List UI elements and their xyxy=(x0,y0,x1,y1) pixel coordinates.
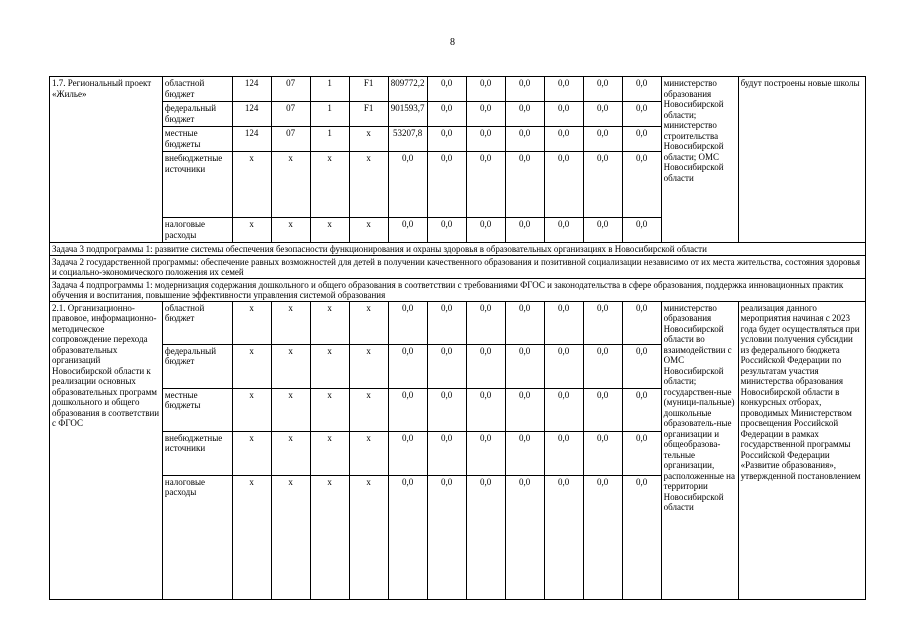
code-cell: х xyxy=(232,475,271,599)
value-cell: 0,0 xyxy=(544,77,583,102)
value-cell: 0,0 xyxy=(505,218,544,243)
code-cell: х xyxy=(271,344,310,388)
code-cell: х xyxy=(349,301,388,344)
funding-source: областной бюджет xyxy=(162,301,232,344)
value-cell: 0,0 xyxy=(544,431,583,475)
value-cell: 0,0 xyxy=(544,127,583,152)
value-cell: 0,0 xyxy=(622,431,661,475)
code-cell: х xyxy=(271,301,310,344)
code-cell: х xyxy=(349,388,388,431)
value-cell: 0,0 xyxy=(622,344,661,388)
task-heading: Задача 2 государственной программы: обеспечение равных возможностей для детей в получении качественного образования и позитивной социализации независимо от их места жительства, состояния здоровья и социально-экономического положения их семей xyxy=(50,255,866,278)
value-cell: 0,0 xyxy=(622,152,661,218)
event-name: 2.1. Организационно-правовое, информационно-методическое сопровождение перехода образовательных организаций Новосибирской области к реализации основных образовательных программ дошкольного и общего образования в соответствии с ФГОС xyxy=(50,301,163,599)
code-cell: х xyxy=(232,301,271,344)
code-cell: 124 xyxy=(232,77,271,102)
value-cell: 0,0 xyxy=(505,344,544,388)
code-cell: 07 xyxy=(271,102,310,127)
code-cell: х xyxy=(271,152,310,218)
value-cell: 0,0 xyxy=(622,102,661,127)
event-name: 1.7. Региональный проект «Жилье» xyxy=(50,77,163,243)
value-cell: 0,0 xyxy=(583,475,622,599)
task-row xyxy=(50,278,866,301)
value-cell: 0,0 xyxy=(544,344,583,388)
value-cell: 0,0 xyxy=(544,218,583,243)
value-cell: 0,0 xyxy=(544,301,583,344)
funding-source: федеральный бюджет xyxy=(162,102,232,127)
value-cell: 0,0 xyxy=(427,301,466,344)
funding-source: налоговые расходы xyxy=(162,475,232,599)
value-cell: 0,0 xyxy=(505,77,544,102)
value-cell: 0,0 xyxy=(427,102,466,127)
total-cell: 0,0 xyxy=(388,218,427,243)
value-cell: 0,0 xyxy=(583,127,622,152)
code-cell: 1 xyxy=(310,102,349,127)
code-cell: 07 xyxy=(271,127,310,152)
value-cell: 0,0 xyxy=(505,431,544,475)
value-cell: 0,0 xyxy=(427,388,466,431)
value-cell: 0,0 xyxy=(505,152,544,218)
value-cell: 0,0 xyxy=(622,127,661,152)
value-cell: 0,0 xyxy=(466,431,505,475)
code-cell: х xyxy=(310,344,349,388)
code-cell: х xyxy=(271,388,310,431)
total-cell: 901593,7 xyxy=(388,102,427,127)
code-cell: х xyxy=(310,475,349,599)
funding-source: местные бюджеты xyxy=(162,127,232,152)
value-cell: 0,0 xyxy=(427,344,466,388)
result-cell: реализация данного мероприятия начиная с 2023 года будет осуществляться при условии получения субсидии из федерального бюджета Российской Федерации по результатам участия министерства образования Новосибирской области в конкурсных отборах, проводимых Министерством просвещения Российской Федерации в рамках государственной программы Российской Федерации «Развитие образования», утвержденной постановлением xyxy=(738,301,865,599)
value-cell: 0,0 xyxy=(622,388,661,431)
executor-cell: министерство образования Новосибирской области во взаимодействии с ОМС Новосибирской области; государствен-ные (муници-пальные) дошкольные образователь-ные организации и общеобразова-тельные организации, расположенные на территории Новосибирской области xyxy=(661,301,738,599)
total-cell: 0,0 xyxy=(388,431,427,475)
code-cell: х xyxy=(349,218,388,243)
table-row xyxy=(50,301,866,344)
value-cell: 0,0 xyxy=(583,388,622,431)
code-cell: 07 xyxy=(271,77,310,102)
value-cell: 0,0 xyxy=(427,77,466,102)
code-cell: 1 xyxy=(310,77,349,102)
value-cell: 0,0 xyxy=(427,431,466,475)
value-cell: 0,0 xyxy=(544,388,583,431)
code-cell: х xyxy=(232,344,271,388)
value-cell: 0,0 xyxy=(427,152,466,218)
page-number: 8 xyxy=(450,37,455,48)
value-cell: 0,0 xyxy=(583,77,622,102)
value-cell: 0,0 xyxy=(544,475,583,599)
value-cell: 0,0 xyxy=(466,301,505,344)
code-cell: х xyxy=(232,218,271,243)
funding-source: внебюджетные источники xyxy=(162,152,232,218)
total-cell: 53207,8 xyxy=(388,127,427,152)
value-cell: 0,0 xyxy=(466,102,505,127)
code-cell: х xyxy=(349,431,388,475)
value-cell: 0,0 xyxy=(583,344,622,388)
program-table xyxy=(49,76,866,600)
total-cell: 0,0 xyxy=(388,301,427,344)
value-cell: 0,0 xyxy=(583,102,622,127)
code-cell: х xyxy=(310,152,349,218)
table-row xyxy=(50,77,866,102)
code-cell: х xyxy=(271,475,310,599)
code-cell: х xyxy=(349,475,388,599)
value-cell: 0,0 xyxy=(466,77,505,102)
value-cell: 0,0 xyxy=(427,127,466,152)
code-cell: F1 xyxy=(349,77,388,102)
value-cell: 0,0 xyxy=(583,152,622,218)
total-cell: 0,0 xyxy=(388,388,427,431)
code-cell: х xyxy=(271,218,310,243)
value-cell: 0,0 xyxy=(505,127,544,152)
value-cell: 0,0 xyxy=(427,475,466,599)
value-cell: 0,0 xyxy=(583,301,622,344)
value-cell: 0,0 xyxy=(466,218,505,243)
code-cell: 124 xyxy=(232,127,271,152)
result-cell: будут построены новые школы xyxy=(738,77,865,243)
code-cell: х xyxy=(310,388,349,431)
value-cell: 0,0 xyxy=(466,344,505,388)
code-cell: х xyxy=(232,152,271,218)
code-cell: х xyxy=(349,152,388,218)
funding-source: федеральный бюджет xyxy=(162,344,232,388)
value-cell: 0,0 xyxy=(622,475,661,599)
code-cell: х xyxy=(271,431,310,475)
code-cell: 1 xyxy=(310,127,349,152)
funding-source: местные бюджеты xyxy=(162,388,232,431)
code-cell: х xyxy=(349,127,388,152)
code-cell: F1 xyxy=(349,102,388,127)
value-cell: 0,0 xyxy=(544,152,583,218)
code-cell: 124 xyxy=(232,102,271,127)
value-cell: 0,0 xyxy=(583,431,622,475)
executor-cell: министерство образования Новосибирской области; министерство строительства Новосибирской области; ОМС Новосибирской области xyxy=(661,77,738,243)
code-cell: х xyxy=(310,301,349,344)
value-cell: 0,0 xyxy=(466,152,505,218)
funding-source: налоговые расходы xyxy=(162,218,232,243)
funding-source: внебюджетные источники xyxy=(162,431,232,475)
code-cell: х xyxy=(310,218,349,243)
total-cell: 0,0 xyxy=(388,152,427,218)
funding-source: областной бюджет xyxy=(162,77,232,102)
value-cell: 0,0 xyxy=(505,475,544,599)
total-cell: 809772,2 xyxy=(388,77,427,102)
task-heading: Задача 4 подпрограммы 1: модернизация содержания дошкольного и общего образования в соответствии с требованиями ФГОС и законодательства в сфере образования, поддержка инновационных практик обучения и воспитания, повышение эффективности управления системой образования xyxy=(50,278,866,301)
value-cell: 0,0 xyxy=(622,218,661,243)
total-cell: 0,0 xyxy=(388,344,427,388)
code-cell: х xyxy=(232,431,271,475)
value-cell: 0,0 xyxy=(583,218,622,243)
task-row xyxy=(50,255,866,278)
value-cell: 0,0 xyxy=(427,218,466,243)
value-cell: 0,0 xyxy=(466,127,505,152)
value-cell: 0,0 xyxy=(544,102,583,127)
code-cell: х xyxy=(349,344,388,388)
value-cell: 0,0 xyxy=(505,301,544,344)
code-cell: х xyxy=(310,431,349,475)
task-heading: Задача 3 подпрограммы 1: развитие системы обеспечения безопасности функционирования и охраны здоровья в образовательных организациях в Новосибирской области xyxy=(50,243,866,256)
value-cell: 0,0 xyxy=(622,301,661,344)
value-cell: 0,0 xyxy=(466,388,505,431)
value-cell: 0,0 xyxy=(505,102,544,127)
total-cell: 0,0 xyxy=(388,475,427,599)
value-cell: 0,0 xyxy=(622,77,661,102)
task-row xyxy=(50,243,866,256)
code-cell: х xyxy=(232,388,271,431)
value-cell: 0,0 xyxy=(466,475,505,599)
value-cell: 0,0 xyxy=(505,388,544,431)
